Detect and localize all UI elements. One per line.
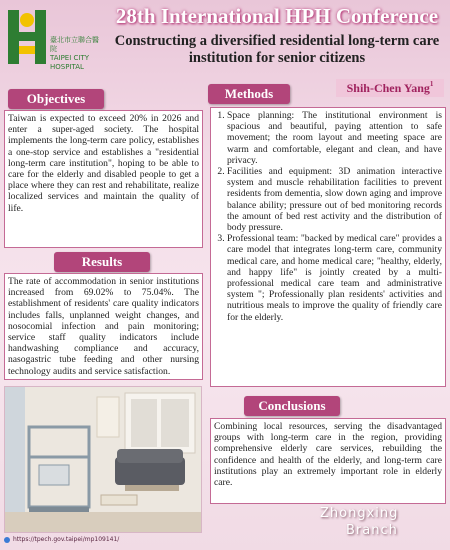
logo-text (50, 36, 102, 72)
globe-icon (4, 537, 10, 543)
hospital-logo (6, 6, 102, 82)
author-text: Shih-Chen Yang (346, 81, 430, 95)
results-text: The rate of accommodation in senior institutions increased from 69.02% to 75.04%. The establishment of residents' care quality indicators includes falls, unplanned weight changes, and nosocomial infection and pain monitoring; service staff quality indicators include handwashing compliance and accuracy, nasogastric tube feeding and other nursing technology audits and service satisfaction. (4, 273, 203, 380)
methods-heading: Methods (208, 84, 290, 104)
footer-url-text[interactable]: https://tpech.gov.taipei/mp109141/ (13, 536, 120, 543)
logo-text-en: TAIPEI CITY HOSPITAL (50, 54, 90, 71)
author-superscript: 1 (429, 80, 434, 88)
logo-h-mark-icon (6, 6, 48, 68)
methods-list (214, 110, 442, 323)
conclusions-text: Combining local resources, serving the disadvantaged groups with long-term care in the region, providing comprehensive elderly care services, rebuilding the confidence and health of the elderly, and long-term care institutions play an extremely important role in elderly care. (210, 418, 446, 504)
methods-item-team: 3. Professional team: "backed by medical care" provides a care model that integrates long-term care, community medical care, and home medical care; "healthy, elderly, and happy life" is jointly created by a multi-professional medical care team and administrative system "; Professionally plan residents' activities and nutritious meals to improve the quality of friendly care for the elderly. (227, 233, 442, 323)
logo-text-cn: 臺北市立聯合醫院 (50, 36, 99, 53)
footer-url[interactable] (4, 536, 119, 543)
author-name (336, 79, 444, 97)
objectives-heading: Objectives (8, 89, 104, 109)
poster-title: Constructing a diversified residential long-term care institution for senior citizens (114, 33, 440, 66)
facility-photo-illustration (5, 387, 202, 533)
methods-panel (210, 107, 446, 387)
facility-photo (4, 386, 202, 533)
conference-title: 28th International HPH Conference (115, 4, 439, 28)
results-heading: Results (54, 252, 150, 272)
branch-line-1: Zhongxing (320, 506, 399, 521)
conclusions-heading: Conclusions (244, 396, 340, 416)
methods-item-space: 1. Space planning: The institutional environment is spacious and beautiful, paying attention to safe movement; the room layout and meeting space are warm and comfortable, elegant and clean, and have privacy. (227, 110, 442, 166)
objectives-text: Taiwan is expected to exceed 20% in 2026 and enter a super-aged society. The hospital implements the long-term care policy, establishes a one-stop service and establishes a "residential long-term care institution", hoping to be able to care for the elderly and disabled people to get a place where they can rest and rehabilitate, realize localized services and maintain the quality of life. (4, 110, 203, 248)
methods-item-facilities: 2. Facilities and equipment: 3D animation interactive system and muscle rehabilitation facilities to prevent residents from dementia, slow down aging and improve balance ability; pressure out of bed monitoring records the amount of bed rest activity and the distribution of body pressure. (227, 166, 442, 233)
branch-line-2: Branch (346, 523, 398, 538)
branch-label (320, 505, 446, 539)
